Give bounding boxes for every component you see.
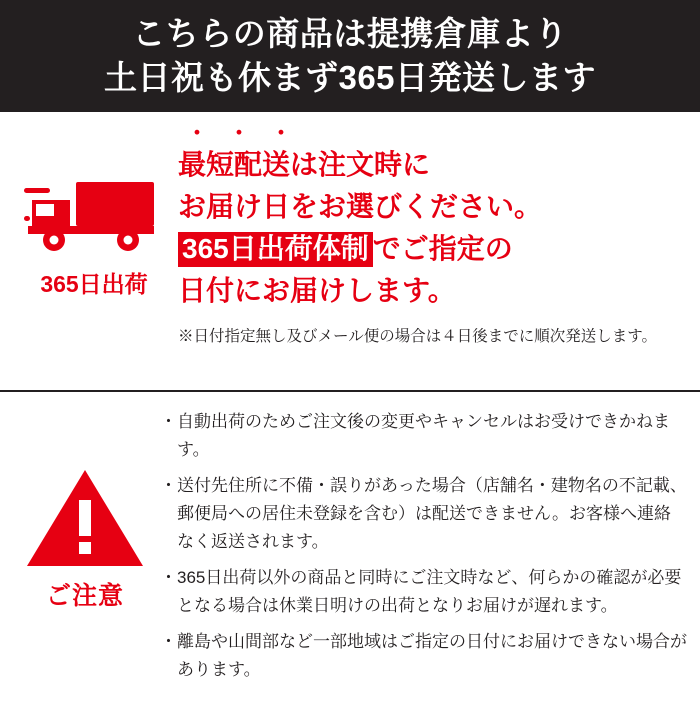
list-item <box>160 472 688 556</box>
delivery-highlight: 365日出荷体制 <box>178 232 373 267</box>
list-item <box>160 564 688 620</box>
header-line-1: こちらの商品は提携倉庫より <box>132 15 568 52</box>
header-line-2: 土日祝も休まず365日発送します <box>103 59 597 96</box>
delivery-note: ※日付指定無し及びメール便の場合は４日後までに順次発送します。 <box>178 328 657 345</box>
truck-label: 365日出荷 <box>40 271 148 297</box>
caution-list <box>160 406 688 692</box>
caution-section <box>0 392 700 702</box>
warning-triangle-icon <box>23 464 147 572</box>
delivery-line-4: 日付にお届けします。 <box>178 275 456 306</box>
list-item-text: 離島や山間部など一部地域はご指定の日付にお届けできない場合があります。 <box>177 632 687 679</box>
list-item <box>160 408 688 464</box>
banner-header <box>0 0 700 112</box>
delivery-section <box>0 112 700 392</box>
delivery-line-2: お届け日をお選びください。 <box>178 191 543 222</box>
list-item <box>160 628 688 684</box>
bullet-mark-icon: ・ <box>160 632 177 651</box>
delivery-line-1: 最短配送は注文時に <box>178 149 431 180</box>
list-item-text: 自動出荷のためご注文後の変更やキャンセルはお受けできかねます。 <box>177 412 670 459</box>
emphasis-dots: ・・・ <box>184 118 311 148</box>
list-item-text: 送付先住所に不備・誤りがあった場合（店舗名・建物名の不記載、郵便局への居住未登録を含む）は配送できません。お客様へ連絡なく返送されます。 <box>177 476 687 551</box>
delivery-truck-icon <box>24 168 164 260</box>
delivery-line-3 <box>178 228 690 270</box>
list-item-text: 365日出荷以外の商品と同時にご注文時など、何らかの確認が必要となる場合は休業日明けの出荷となりお届けが遅れます。 <box>177 568 682 615</box>
bullet-mark-icon: ・ <box>160 412 177 431</box>
delivery-line-3-rest: でご指定の <box>372 233 513 264</box>
delivery-text-block <box>178 118 690 384</box>
bullet-mark-icon: ・ <box>160 568 177 587</box>
caution-badge <box>10 406 160 692</box>
truck-badge <box>10 126 178 384</box>
caution-label: ご注意 <box>45 582 124 610</box>
bullet-mark-icon: ・ <box>160 476 177 495</box>
